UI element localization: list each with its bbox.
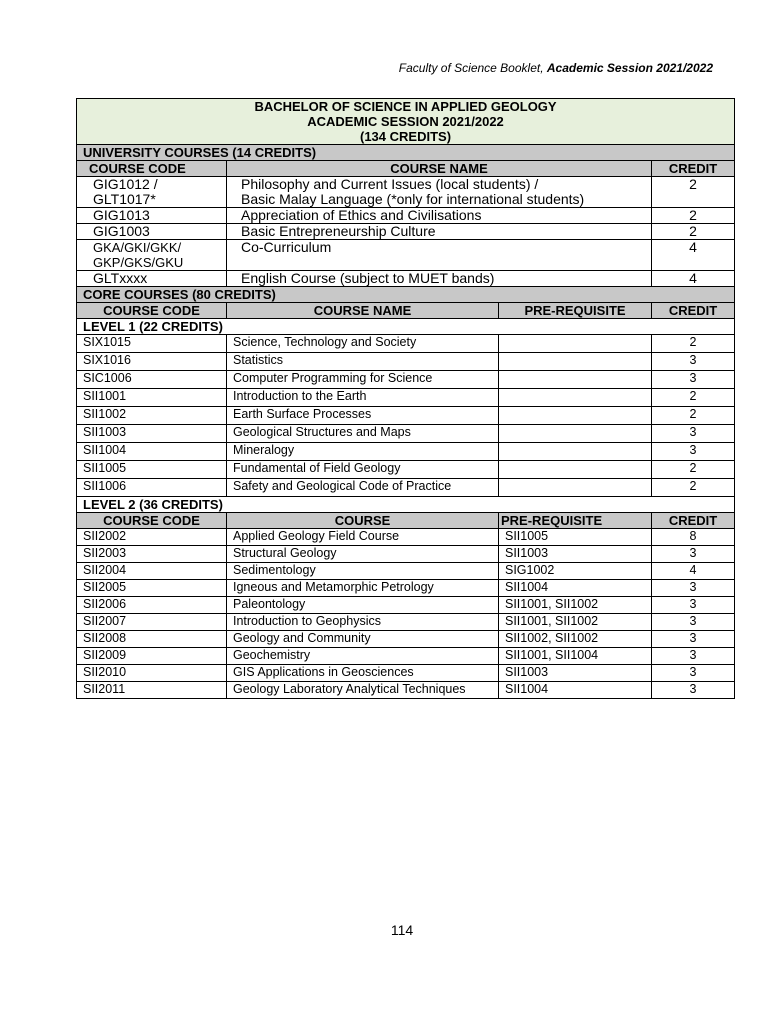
page-number: 114 xyxy=(390,922,414,938)
level-2-heading: LEVEL 2 (36 CREDITS) xyxy=(77,497,735,513)
course-credit: 2 xyxy=(652,224,735,240)
course-credit: 2 xyxy=(652,389,735,407)
course-prerequisite: SII1005 xyxy=(499,529,652,546)
level-1-course-row xyxy=(77,443,735,461)
university-course-row xyxy=(77,271,735,287)
column-header-course: COURSE xyxy=(227,513,499,529)
column-header-prerequisite: PRE-REQUISITE xyxy=(499,303,652,319)
university-courses-heading: UNIVERSITY COURSES (14 CREDITS) xyxy=(77,145,735,161)
course-code-alt: GLT1017* xyxy=(93,191,156,207)
level-2-course-row xyxy=(77,665,735,682)
course-code: SII1003 xyxy=(77,425,227,443)
column-header-code: COURSE CODE xyxy=(77,303,227,319)
course-name: Geology Laboratory Analytical Techniques xyxy=(227,682,499,699)
course-name: Introduction to the Earth xyxy=(227,389,499,407)
course-credit: 2 xyxy=(652,177,735,208)
course-name: Safety and Geological Code of Practice xyxy=(227,479,499,497)
column-header-credit: CREDIT xyxy=(652,303,735,319)
programme-credits: (134 CREDITS) xyxy=(360,129,452,144)
course-name: Paleontology xyxy=(227,597,499,614)
level-1-course-row xyxy=(77,371,735,389)
course-credit: 3 xyxy=(652,353,735,371)
course-name-cell xyxy=(227,208,652,224)
course-name: Geochemistry xyxy=(227,648,499,665)
level-1-course-row xyxy=(77,461,735,479)
course-name: Sedimentology xyxy=(227,563,499,580)
course-name: Fundamental of Field Geology xyxy=(227,461,499,479)
course-name: Appreciation of Ethics and Civilisations xyxy=(241,207,482,223)
university-column-header-row xyxy=(77,161,735,177)
course-credit: 3 xyxy=(652,682,735,699)
course-code: GIG1013 xyxy=(93,207,150,223)
course-credit: 3 xyxy=(652,425,735,443)
level-2-course-row xyxy=(77,563,735,580)
column-header-code: COURSE CODE xyxy=(77,161,227,177)
level-1-course-row xyxy=(77,479,735,497)
course-name: Science, Technology and Society xyxy=(227,335,499,353)
course-code: SII1005 xyxy=(77,461,227,479)
course-credit: 4 xyxy=(652,563,735,580)
core-column-header-row xyxy=(77,303,735,319)
course-name-cell xyxy=(227,240,652,271)
level-2-course-row xyxy=(77,529,735,546)
course-name: GIS Applications in Geosciences xyxy=(227,665,499,682)
course-prerequisite xyxy=(499,389,652,407)
core-courses-heading-row xyxy=(77,287,735,303)
course-prerequisite: SII1001, SII1004 xyxy=(499,648,652,665)
level-2-course-row xyxy=(77,597,735,614)
course-credit: 4 xyxy=(652,240,735,271)
university-course-row xyxy=(77,224,735,240)
university-course-row xyxy=(77,177,735,208)
course-name: Geology and Community xyxy=(227,631,499,648)
course-credit: 3 xyxy=(652,597,735,614)
course-name: Basic Entrepreneurship Culture xyxy=(241,223,436,239)
table-title-row xyxy=(77,99,735,145)
programme-title: BACHELOR OF SCIENCE IN APPLIED GEOLOGY xyxy=(254,99,557,114)
course-code: SII2011 xyxy=(77,682,227,699)
course-prerequisite: SIG1002 xyxy=(499,563,652,580)
course-code-cell xyxy=(77,177,227,208)
course-code-cell xyxy=(77,240,227,271)
course-prerequisite: SII1001, SII1002 xyxy=(499,614,652,631)
course-code: SII2004 xyxy=(77,563,227,580)
level-2-course-row xyxy=(77,546,735,563)
course-credit: 2 xyxy=(652,407,735,425)
course-credit: 3 xyxy=(652,546,735,563)
course-credit: 3 xyxy=(652,371,735,389)
column-header-code: COURSE CODE xyxy=(77,513,227,529)
course-code-alt: GKP/GKS/GKU xyxy=(93,255,184,270)
course-prerequisite xyxy=(499,443,652,461)
course-prerequisite xyxy=(499,479,652,497)
course-prerequisite xyxy=(499,461,652,479)
course-credit: 2 xyxy=(652,335,735,353)
course-code-cell xyxy=(77,271,227,287)
column-header-credit: CREDIT xyxy=(652,513,735,529)
course-credit: 3 xyxy=(652,580,735,597)
course-code: SII1001 xyxy=(77,389,227,407)
course-credit: 3 xyxy=(652,665,735,682)
course-prerequisite xyxy=(499,335,652,353)
level-1-heading: LEVEL 1 (22 CREDITS) xyxy=(77,319,735,335)
course-name: Applied Geology Field Course xyxy=(227,529,499,546)
course-code: SII2009 xyxy=(77,648,227,665)
course-credit: 2 xyxy=(652,208,735,224)
course-credit: 8 xyxy=(652,529,735,546)
course-code: SIC1006 xyxy=(77,371,227,389)
course-code: GIG1003 xyxy=(93,223,150,239)
course-code: SII2003 xyxy=(77,546,227,563)
level-1-course-row xyxy=(77,389,735,407)
level-2-course-row xyxy=(77,631,735,648)
level-1-course-row xyxy=(77,353,735,371)
running-header xyxy=(399,61,713,75)
course-name: Introduction to Geophysics xyxy=(227,614,499,631)
level-2-course-row xyxy=(77,614,735,631)
course-code-cell xyxy=(77,224,227,240)
course-prerequisite xyxy=(499,425,652,443)
course-code: GIG1012 / xyxy=(93,176,158,192)
course-name: Igneous and Metamorphic Petrology xyxy=(227,580,499,597)
course-credit: 2 xyxy=(652,461,735,479)
course-code: SII2007 xyxy=(77,614,227,631)
course-prerequisite: SII1001, SII1002 xyxy=(499,597,652,614)
course-name: Computer Programming for Science xyxy=(227,371,499,389)
course-code: SII2010 xyxy=(77,665,227,682)
course-name-alt: Basic Malay Language (*only for international students) xyxy=(241,191,585,207)
course-name-cell xyxy=(227,271,652,287)
column-header-credit: CREDIT xyxy=(652,161,735,177)
course-name: Mineralogy xyxy=(227,443,499,461)
course-prerequisite xyxy=(499,407,652,425)
course-code: SII2006 xyxy=(77,597,227,614)
course-prerequisite xyxy=(499,353,652,371)
level-1-course-row xyxy=(77,335,735,353)
course-code: SII2005 xyxy=(77,580,227,597)
course-credit: 3 xyxy=(652,443,735,461)
course-credit: 4 xyxy=(652,271,735,287)
course-code: SIX1016 xyxy=(77,353,227,371)
level-2-course-row xyxy=(77,580,735,597)
level-2-course-row xyxy=(77,682,735,699)
column-header-name: COURSE NAME xyxy=(227,303,499,319)
programme-structure-table xyxy=(76,98,735,699)
course-code: SII2002 xyxy=(77,529,227,546)
course-credit: 3 xyxy=(652,648,735,665)
course-credit: 3 xyxy=(652,631,735,648)
course-code: GKA/GKI/GKK/ xyxy=(93,240,182,255)
course-name-cell xyxy=(227,177,652,208)
course-code: SII2008 xyxy=(77,631,227,648)
level-2-column-header-row xyxy=(77,513,735,529)
course-code: SII1002 xyxy=(77,407,227,425)
course-code: GLTxxxx xyxy=(93,270,148,286)
column-header-prerequisite: PRE-REQUISITE xyxy=(499,513,652,529)
course-prerequisite xyxy=(499,371,652,389)
course-credit: 3 xyxy=(652,614,735,631)
university-course-row xyxy=(77,240,735,271)
course-prerequisite: SII1004 xyxy=(499,580,652,597)
university-course-row xyxy=(77,208,735,224)
level-1-heading-row xyxy=(77,319,735,335)
course-prerequisite: SII1004 xyxy=(499,682,652,699)
course-name: Co-Curriculum xyxy=(241,239,332,255)
course-prerequisite: SII1003 xyxy=(499,665,652,682)
core-courses-heading: CORE COURSES (80 CREDITS) xyxy=(77,287,735,303)
course-code: SIX1015 xyxy=(77,335,227,353)
course-name: Structural Geology xyxy=(227,546,499,563)
course-name: Philosophy and Current Issues (local students) / xyxy=(241,176,539,192)
level-2-heading-row xyxy=(77,497,735,513)
course-prerequisite: SII1002, SII1002 xyxy=(499,631,652,648)
course-name: Statistics xyxy=(227,353,499,371)
level-1-course-row xyxy=(77,425,735,443)
course-code: SII1004 xyxy=(77,443,227,461)
level-1-course-row xyxy=(77,407,735,425)
course-code-cell xyxy=(77,208,227,224)
header-session: Academic Session 2021/2022 xyxy=(546,61,713,75)
course-credit: 2 xyxy=(652,479,735,497)
course-name-cell xyxy=(227,224,652,240)
course-name: English Course (subject to MUET bands) xyxy=(241,270,495,286)
course-code: SII1006 xyxy=(77,479,227,497)
column-header-name: COURSE NAME xyxy=(227,161,652,177)
course-name: Geological Structures and Maps xyxy=(227,425,499,443)
header-booklet-title: Faculty of Science Booklet, xyxy=(398,61,544,75)
course-prerequisite: SII1003 xyxy=(499,546,652,563)
level-2-course-row xyxy=(77,648,735,665)
programme-session: ACADEMIC SESSION 2021/2022 xyxy=(307,114,504,129)
course-name: Earth Surface Processes xyxy=(227,407,499,425)
university-courses-heading-row xyxy=(77,145,735,161)
